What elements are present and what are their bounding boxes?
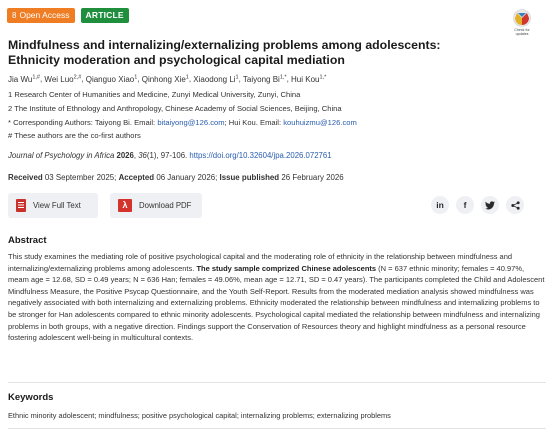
- journal-name: Journal of Psychology in Africa: [8, 151, 115, 160]
- download-pdf-button[interactable]: [110, 193, 202, 218]
- author[interactable]: Jia $Wu^{1,\#}$: [8, 74, 40, 84]
- badge-row: [7, 8, 129, 23]
- open-access-badge[interactable]: [7, 8, 75, 23]
- publication-dates: Received 03 September 2025; Accepted 06 January 2026; Issue published 26 February 2026: [8, 173, 344, 182]
- crossmark-icon: [510, 9, 534, 27]
- keywords-text: Ethnic minority adolescent; mindfulness; positive psychological capital; internalizing problems; externalizing problems: [8, 411, 391, 420]
- affiliation-2: 2 The Institute of Ethnology and Anthropology, Chinese Academy of Social Sciences, Beijing, China: [8, 104, 342, 113]
- social-share-bar: [431, 196, 524, 214]
- affiliation-1: 1 Research Center of Humanities and Medicine, Zunyi Medical University, Zunyi, China: [8, 90, 301, 99]
- author[interactable]: Qianguo Xiao$^1$: [85, 74, 138, 84]
- email-link[interactable]: kouhuizmu@126.com: [283, 118, 357, 127]
- keywords-heading: Keywords: [8, 392, 54, 403]
- author[interactable]: Wei Luo$^{2,\#}$: [44, 74, 82, 84]
- author[interactable]: Qinhong Xie$^1$: [141, 74, 189, 84]
- share-icon[interactable]: [506, 196, 524, 214]
- section-divider: [8, 382, 546, 383]
- lock-icon: 8: [12, 11, 17, 20]
- doi-link[interactable]: https://doi.org/10.32604/jpa.2026.072761: [189, 151, 332, 160]
- author[interactable]: Hui Kou$^{1,*}$: [291, 74, 327, 84]
- article-title: Mindfulness and internalizing/externalizing problems among adolescents: Ethnicity moderation and psychological capital mediation: [8, 38, 441, 67]
- view-full-text-label: View Full Text: [33, 201, 81, 210]
- check-for-updates-label: Check for updates: [514, 28, 530, 36]
- author-list: Jia $Wu^{1,\#}$, Wei Luo$^{2,\#}$, Qianguo Xiao$^1$, Qinhong Xie$^1$, Xiaodong Li$^1$, Taiyong $Bi^{1,*}$, Hui Kou$^{1,*}$: [8, 74, 327, 84]
- pdf-icon: λ: [118, 199, 132, 212]
- abstract-text: This study examines the mediating role of positive psychological capital and the moderating role of ethnicity in the relationship between mindfulness and internalizing/externalizing problems among adolescents. The study sample comprized Chinese adolescents (N = 637 ethnic minority; females = 40.97%, meam age = 12.68, SD = 0.49 years; N = 636 Han; females = 49.06%, mean age = 12.71, SD = 0.47 years). The participants completed the Child and Adolescent Mindfulness Measure, the Positive Psycap Questionnaire, and the Youth Self-Report. Results from the moderated mediation analysis showed mindfulness was negatively associated with both internalizing and externalizing problems. Ethnicity moderated the relationship between mindfulness and internalizing problems to be stronger for Han adolescents compared to ethnic minority adolescents. Psychological capital mediated the relationship between mindfulness and internalizing problems in both groups, with a negative direction. Findings support the Conservation of Resources theory and highlight mindfulness as a personal resource fostering adolescent well-being in multicultural contexts.: [8, 252, 545, 343]
- co-first-note: # These authors are the co-first authors: [8, 131, 141, 140]
- citation-line: Journal of Psychology in Africa 2026, 36(1), 97-106. https://doi.org/10.32604/jpa.2026.072761: [8, 151, 332, 160]
- linkedin-icon[interactable]: in: [431, 196, 449, 214]
- section-divider: [8, 428, 546, 429]
- facebook-icon[interactable]: f: [456, 196, 474, 214]
- download-pdf-label: Download PDF: [139, 201, 192, 210]
- article-type-badge: ARTICLE: [81, 8, 129, 23]
- author[interactable]: Xiaodong Li$^1$: [193, 74, 239, 84]
- check-for-updates-button[interactable]: [510, 9, 534, 36]
- abstract-heading: Abstract: [8, 235, 47, 246]
- twitter-icon[interactable]: [481, 196, 499, 214]
- view-full-text-button[interactable]: [8, 193, 98, 218]
- corresponding-authors: * Corresponding Authors: Taiyong Bi. Email: bitaiyong@126.com; Hui Kou. Email: kouhuizmu@126.com: [8, 118, 357, 127]
- open-access-label: Open Access: [19, 10, 70, 20]
- document-icon: [16, 199, 26, 212]
- email-link[interactable]: bitaiyong@126.com: [157, 118, 225, 127]
- author[interactable]: Taiyong $Bi^{1,*}$: [242, 74, 287, 84]
